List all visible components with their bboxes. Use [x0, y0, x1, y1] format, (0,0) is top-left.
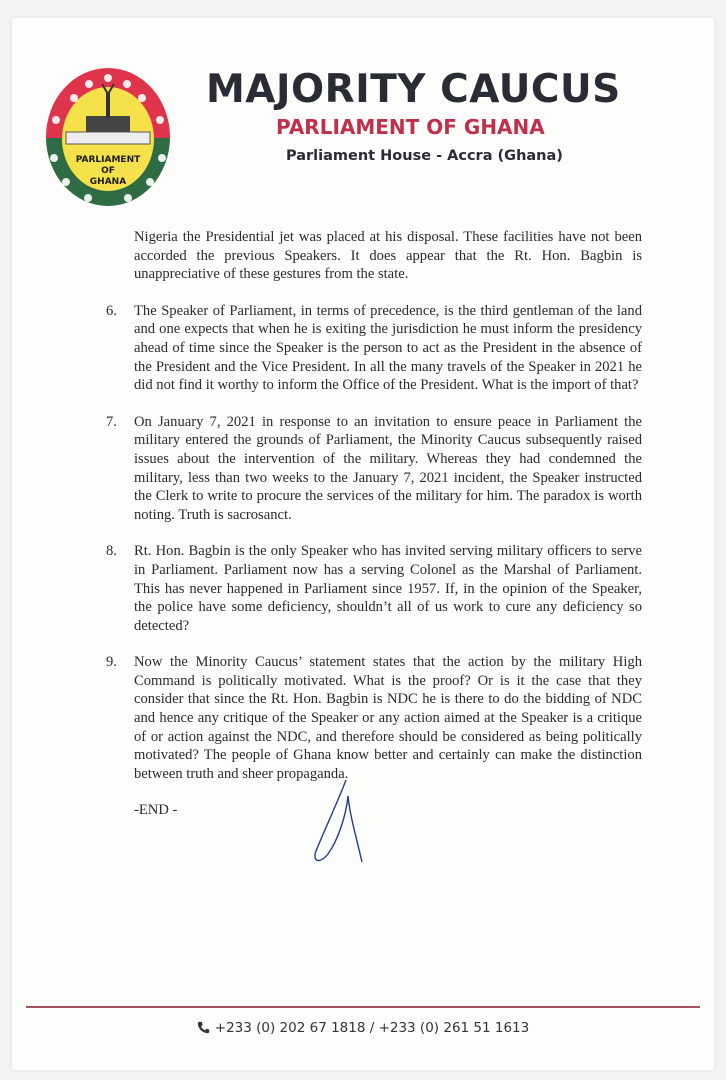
letterhead-subtitle: PARLIAMENT OF GHANA — [276, 115, 545, 139]
numbered-paragraph — [106, 542, 642, 635]
signature-icon — [306, 776, 376, 866]
svg-text:OF: OF — [101, 166, 115, 176]
paragraph-number: 6. — [106, 302, 117, 319]
continuation-paragraph: Nigeria the Presidential jet was placed at his disposal. These facilities have not been accorded the previous Speakers. It does appear that the Rt. Hon. Bagbin is unappreciative of these gestures from the state. — [134, 229, 642, 283]
numbered-paragraph — [106, 302, 642, 395]
letterhead-address: Parliament House - Accra (Ghana) — [286, 148, 563, 164]
svg-text:GHANA: GHANA — [89, 177, 127, 187]
parliament-of-ghana-seal-icon — [44, 66, 172, 208]
end-marker: -END - — [134, 802, 178, 819]
footer-contact — [0, 1020, 726, 1036]
paragraph-text: Now the Minority Caucus’ statement states that the action by the military High Command is politically motivated. What is the proof? Or is it the case that they consider that since the Rt. Hon. Bagbin is NDC he is there to do the bidding of NDC and hence any critique of the Speaker or any action aimed at the Speaker is a critique of or action against the NDC, and therefore should be considered as being politically motivated? The people of Ghana know better and certainly can make the distinction between truth and sheer propaganda. — [134, 654, 642, 782]
svg-text:PARLIAMENT: PARLIAMENT — [75, 155, 141, 165]
paragraph-text: Rt. Hon. Bagbin is the only Speaker who has invited serving military officers to serve in Parliament. Parliament now has a serving Colonel as the Marshal of Parliament. This has never happened in Parliament since 1957. If, in the opinion of the Speaker, the police have some deficiency, shouldn’t all of us work to cure any deficiency so detected? — [134, 543, 642, 634]
phone-icon — [197, 1021, 210, 1034]
numbered-paragraph — [106, 413, 642, 525]
paragraph-text: On January 7, 2021 in response to an invitation to ensure peace in Parliament the military entered the grounds of Parliament, the Minority Caucus subsequently raised issues about the intervention of the military. Whereas they had condemned the military, less than two weeks to the January 7, 2021 incident, the Speaker instructed the Clerk to write to procure the services of the military for him. The paradox is worth noting. Truth is sacrosanct. — [134, 413, 642, 523]
footer-divider — [26, 1006, 700, 1008]
paragraph-number: 7. — [106, 413, 117, 430]
numbered-paragraph — [106, 653, 642, 783]
paragraph-number: 8. — [106, 543, 117, 560]
document-body — [106, 228, 642, 820]
letterhead-title: MAJORITY CAUCUS — [206, 67, 621, 112]
phone-numbers: +233 (0) 202 67 1818 / +233 (0) 261 51 1613 — [214, 1020, 530, 1036]
paragraph-number: 9. — [106, 654, 117, 671]
paragraph-text: The Speaker of Parliament, in terms of precedence, is the third gentleman of the land and one expects that when he is exiting the jurisdiction he must inform the presidency ahead of time since the Speaker is the person to act as the President in the absence of the President and the Vice President. In all the many travels of the Speaker in 2021 he did not find it worthy to inform the Office of the President. What is the import of that? — [134, 302, 642, 394]
